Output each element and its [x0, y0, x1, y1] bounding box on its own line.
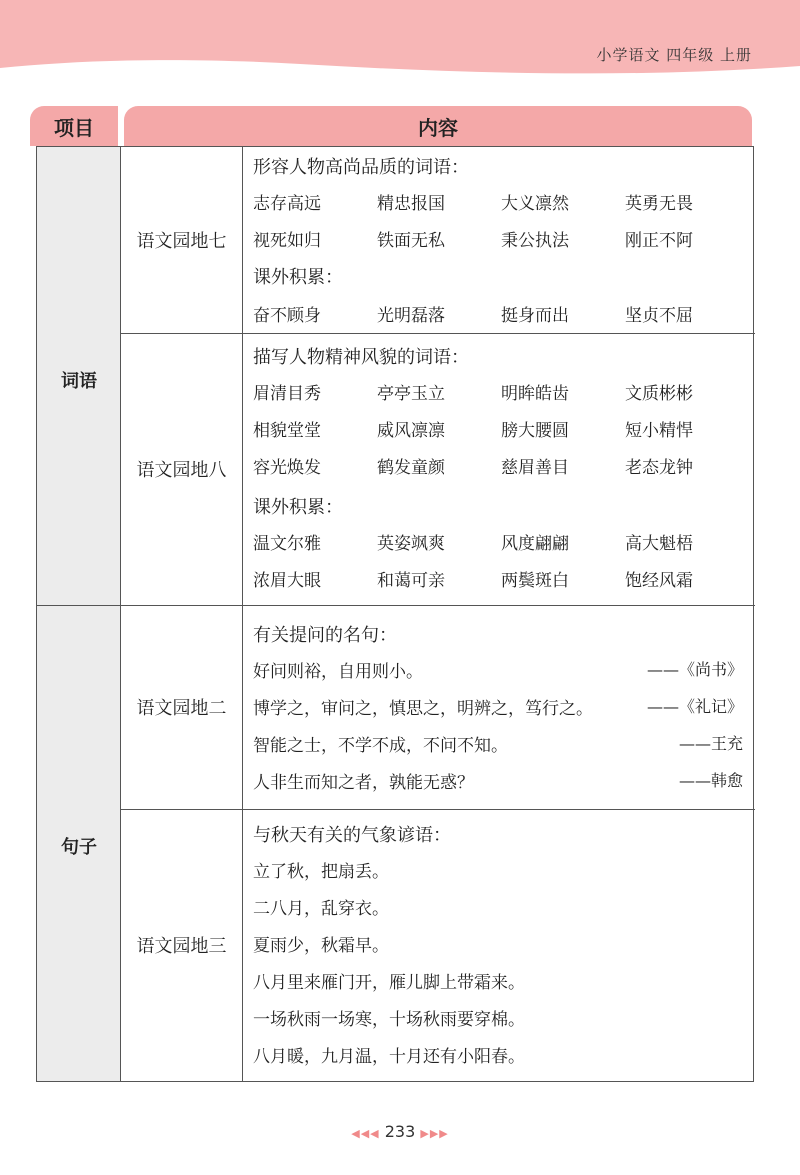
- word-item: 视死如归: [253, 231, 321, 251]
- sentence-line: 好问则裕，自用则小。: [253, 662, 423, 682]
- word-item: 温文尔雅: [253, 534, 321, 554]
- word-item: 精忠报国: [377, 194, 445, 214]
- sentence-line: 立了秋，把扇丢。: [253, 862, 389, 882]
- sentence-line: 八月暖，九月温，十月还有小阳春。: [253, 1047, 525, 1067]
- section-heading: 有关提问的名句：: [253, 625, 397, 646]
- word-item: 两鬓斑白: [501, 571, 569, 591]
- sentence-line: 八月里来雁门开，雁儿脚上带霜来。: [253, 973, 525, 993]
- section-title: 语文园地二: [121, 605, 243, 809]
- section-heading: 形容人物高尚品质的词语：: [253, 157, 469, 178]
- book-title: 小学语文 四年级 上册: [596, 46, 752, 64]
- word-item: 英姿飒爽: [377, 534, 445, 554]
- word-item: 风度翩翩: [501, 534, 569, 554]
- sentence-line: 二八月，乱穿衣。: [253, 899, 389, 919]
- section-content: [243, 809, 755, 1081]
- category-divider: [37, 605, 121, 606]
- word-item: 膀大腰圆: [501, 421, 569, 441]
- sentence-source: ——韩愈: [678, 771, 743, 790]
- word-item: 大义凛然: [501, 194, 569, 214]
- word-item: 威风凛凛: [377, 421, 445, 441]
- section-content: [243, 147, 755, 333]
- section-heading: 与秋天有关的气象谚语：: [253, 825, 451, 846]
- content-table: [36, 146, 754, 1082]
- word-item: 英勇无畏: [625, 194, 693, 214]
- section-heading: 课外积累：: [253, 497, 343, 518]
- header-cell-item: 项目: [30, 106, 118, 146]
- word-item: 高大魁梧: [625, 534, 693, 554]
- word-item: 挺身而出: [501, 306, 569, 326]
- section-title: 语文园地七: [121, 147, 243, 333]
- word-item: 文质彬彬: [625, 384, 693, 404]
- section-heading: 课外积累：: [253, 267, 343, 288]
- word-item: 秉公执法: [501, 231, 569, 251]
- category-column: [37, 147, 121, 1081]
- word-item: 亭亭玉立: [377, 384, 445, 404]
- word-item: 坚贞不屈: [625, 306, 693, 326]
- word-item: 老态龙钟: [625, 458, 693, 478]
- section-content: [243, 605, 755, 809]
- sentence-source: ——王充: [678, 734, 743, 753]
- word-item: 相貌堂堂: [253, 421, 321, 441]
- word-item: 容光焕发: [253, 458, 321, 478]
- right-arrows-icon: ▶▶▶: [420, 1127, 449, 1140]
- left-arrows-icon: ◀◀◀: [351, 1127, 380, 1140]
- word-item: 志存高远: [253, 194, 321, 214]
- section-title: 语文园地三: [121, 809, 243, 1081]
- word-item: 慈眉善目: [501, 458, 569, 478]
- sentence-line: 博学之，审问之，慎思之，明辨之，笃行之。: [253, 699, 593, 719]
- section-title: 语文园地八: [121, 333, 243, 605]
- page-number: 233: [384, 1122, 416, 1141]
- word-item: 铁面无私: [377, 231, 445, 251]
- word-item: 饱经风霜: [625, 571, 693, 591]
- word-item: 短小精悍: [625, 421, 693, 441]
- word-item: 鹤发童颜: [377, 458, 445, 478]
- word-item: 光明磊落: [377, 306, 445, 326]
- sentence-source: ——《礼记》: [646, 697, 743, 716]
- sentence-source: ——《尚书》: [646, 660, 743, 679]
- word-item: 浓眉大眼: [253, 571, 321, 591]
- sentence-line: 一场秋雨一场寒，十场秋雨要穿棉。: [253, 1010, 525, 1030]
- category-label: 句子: [61, 837, 97, 858]
- sentence-line: 夏雨少，秋霜早。: [253, 936, 389, 956]
- word-item: 和蔼可亲: [377, 571, 445, 591]
- sentence-line: 人非生而知之者，孰能无惑？: [253, 773, 474, 793]
- sentence-line: 智能之士，不学不成，不问不知。: [253, 736, 508, 756]
- word-item: 刚正不阿: [625, 231, 693, 251]
- word-item: 眉清目秀: [253, 384, 321, 404]
- header-band: [0, 0, 800, 78]
- section-heading: 描写人物精神风貌的词语：: [253, 347, 469, 368]
- page-footer: [0, 1122, 800, 1141]
- category-label: 词语: [61, 371, 97, 392]
- word-item: 奋不顾身: [253, 306, 321, 326]
- header-cell-content: 内容: [124, 106, 752, 146]
- section-content: [243, 333, 755, 605]
- word-item: 明眸皓齿: [501, 384, 569, 404]
